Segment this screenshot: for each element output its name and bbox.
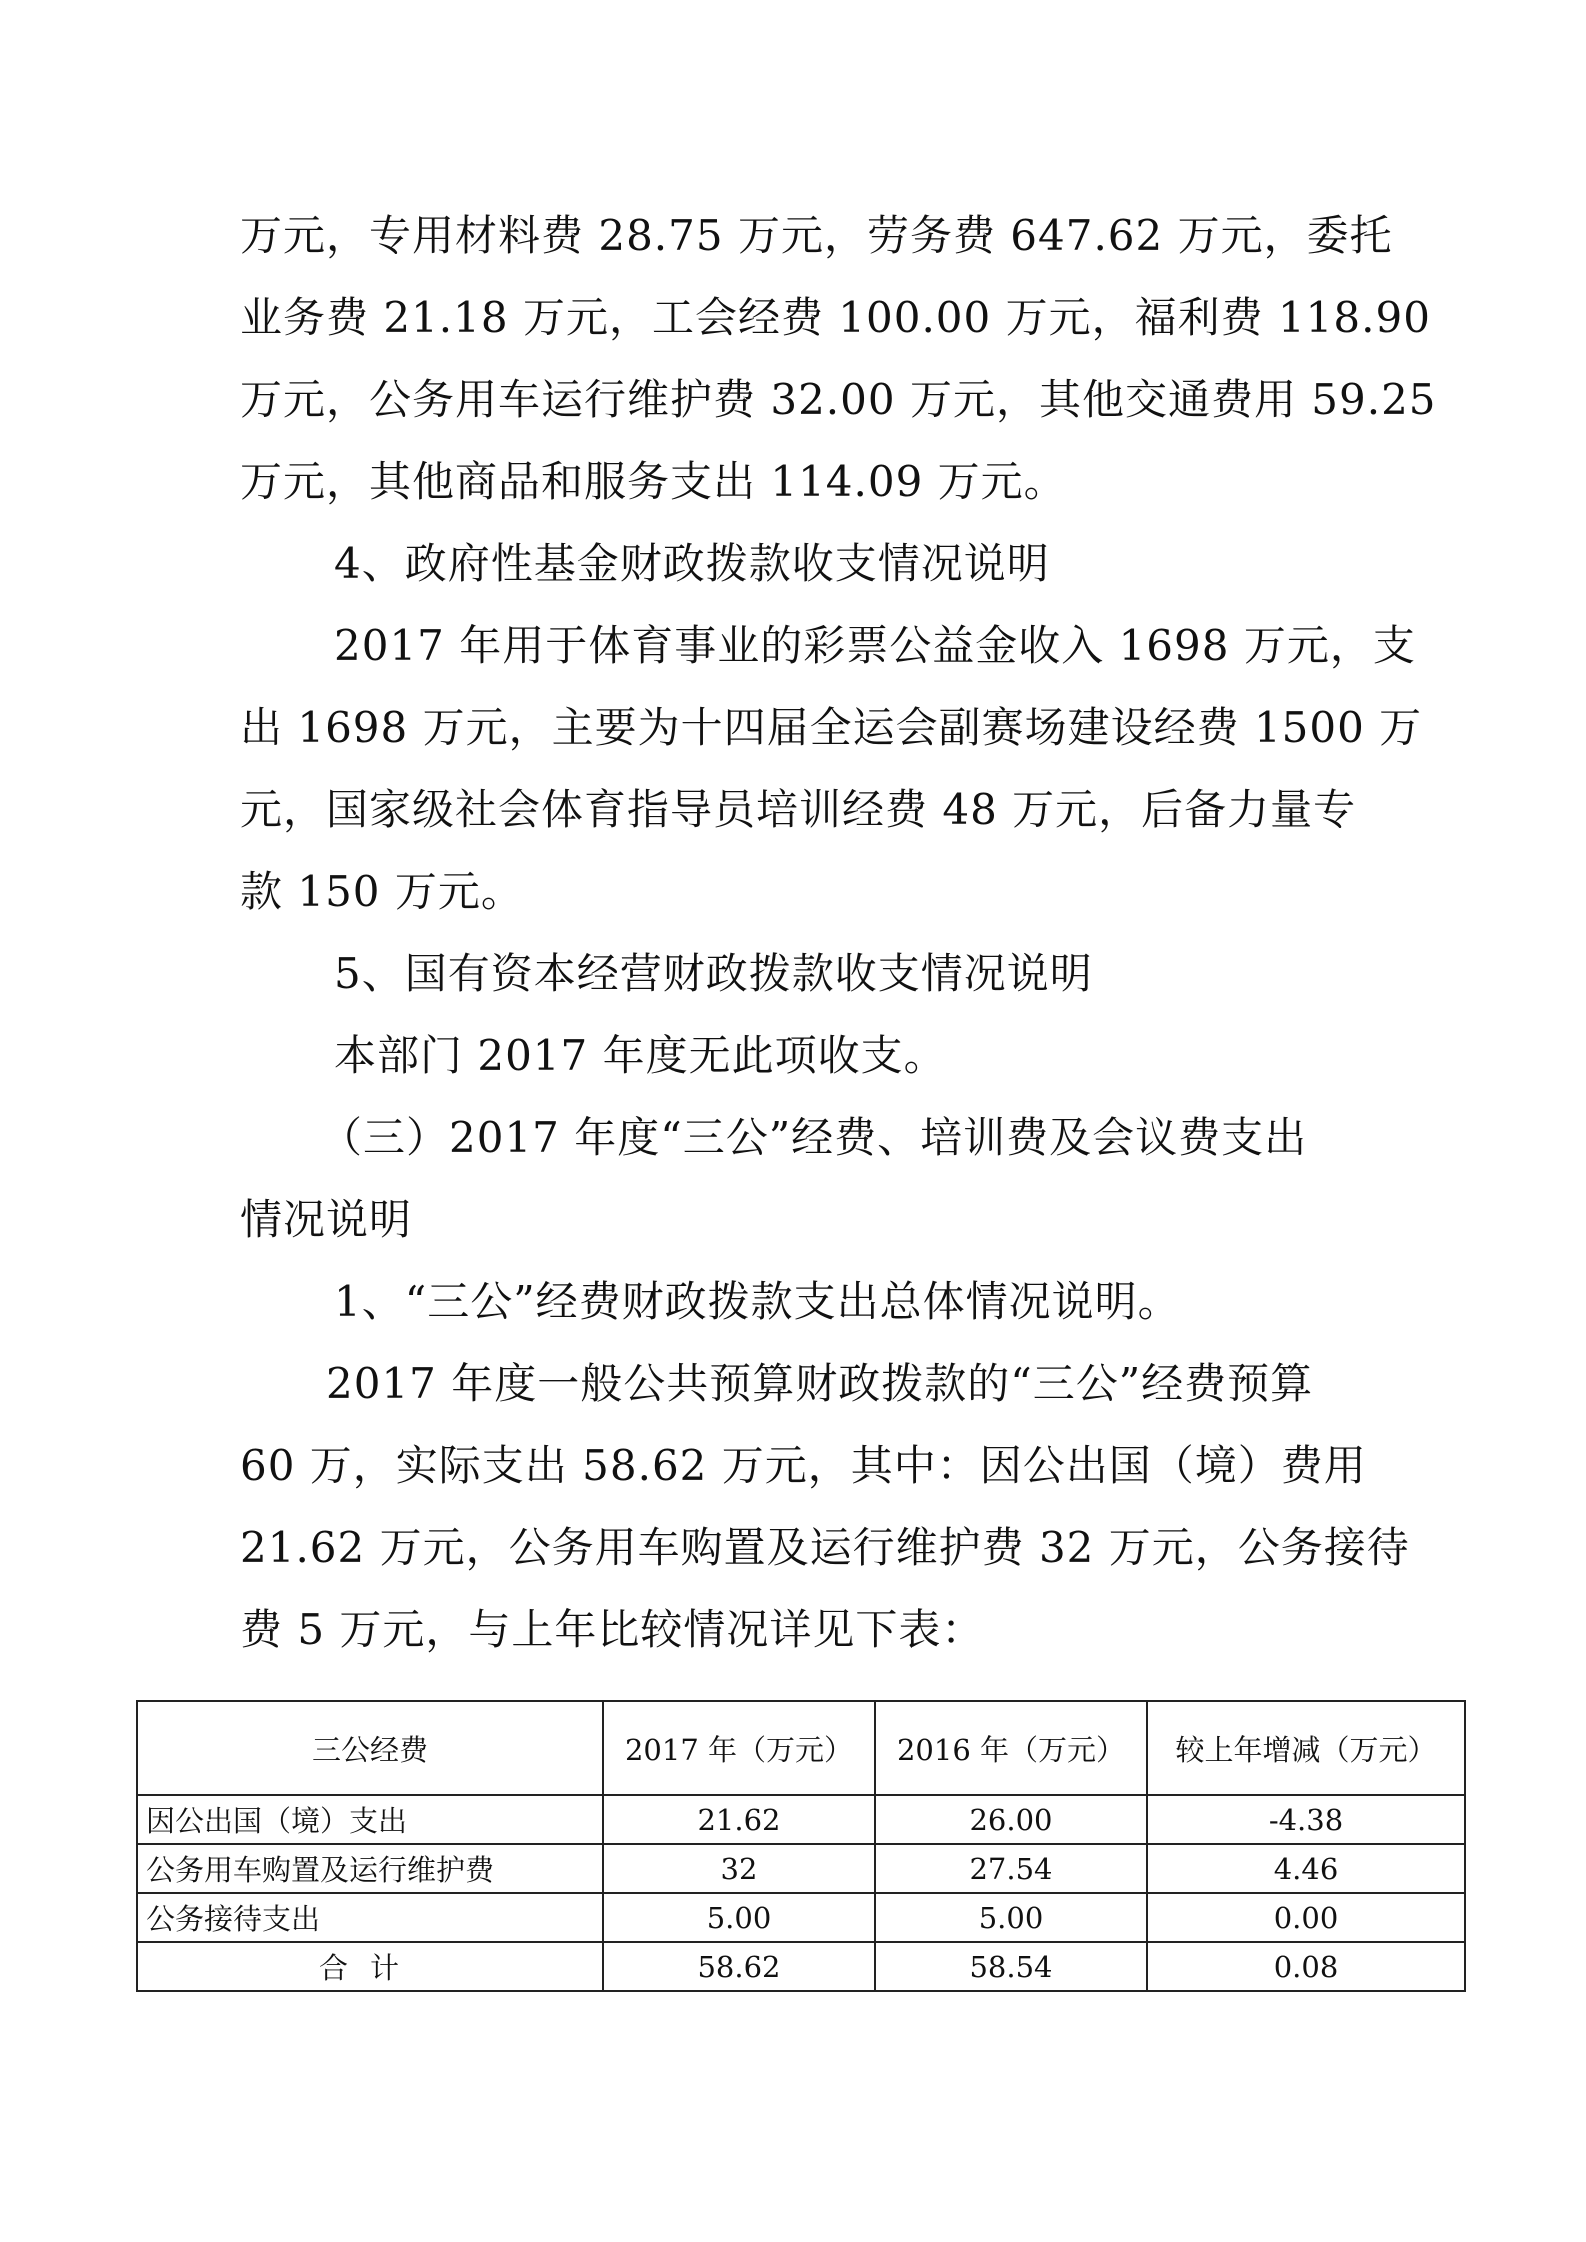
body-line: 万元，公务用车运行维护费 32.00 万元，其他交通费用 59.25 (240, 375, 1437, 424)
section-heading-5: 5、国有资本经营财政拨款收支情况说明 (334, 949, 1093, 998)
body-line: 万元，专用材料费 28.75 万元，劳务费 647.62 万元，委托 (240, 211, 1393, 260)
table-cell: 5.00 (603, 1893, 875, 1942)
body-line: 2017 年度一般公共预算财政拨款的“三公”经费预算 (326, 1359, 1314, 1408)
table-header-row (137, 1701, 1465, 1795)
section-heading-3-cont: 情况说明 (240, 1195, 413, 1244)
body-line: 业务费 21.18 万元，工会经费 100.00 万元，福利费 118.90 (240, 293, 1431, 342)
table-cell: 26.00 (875, 1795, 1147, 1844)
table-cell: 58.54 (875, 1942, 1147, 1991)
body-line: 费 5 万元，与上年比较情况详见下表： (240, 1605, 985, 1654)
body-line: 元，国家级社会体育指导员培训经费 48 万元，后备力量专 (240, 785, 1357, 834)
table-cell: 5.00 (875, 1893, 1147, 1942)
table-row (137, 1893, 1465, 1942)
body-line: 款 150 万元。 (240, 867, 524, 916)
body-line: 出 1698 万元，主要为十四届全运会副赛场建设经费 1500 万 (240, 703, 1423, 752)
header-cell: 2017 年（万元） (603, 1701, 875, 1795)
table-cell: 0.08 (1147, 1942, 1465, 1991)
header-cell: 2016 年（万元） (875, 1701, 1147, 1795)
table-row (137, 1795, 1465, 1844)
table-cell: 因公出国（境）支出 (137, 1795, 603, 1844)
table-cell: 32 (603, 1844, 875, 1893)
table-total-row (137, 1942, 1465, 1991)
table-cell: 58.62 (603, 1942, 875, 1991)
body-line: 2017 年用于体育事业的彩票公益金收入 1698 万元，支 (334, 621, 1416, 670)
subsection-heading-1: 1、“三公”经费财政拨款支出总体情况说明。 (334, 1277, 1181, 1326)
table-cell: 21.62 (603, 1795, 875, 1844)
table-cell: 公务用车购置及运行维护费 (137, 1844, 603, 1893)
table-cell: 4.46 (1147, 1844, 1465, 1893)
body-line: 万元，其他商品和服务支出 114.09 万元。 (240, 457, 1067, 506)
three-public-expenses-table (136, 1700, 1464, 1992)
section-heading-3: （三）2017 年度“三公”经费、培训费及会议费支出 (320, 1113, 1308, 1162)
table-cell: 公务接待支出 (137, 1893, 603, 1942)
table-cell: -4.38 (1147, 1795, 1465, 1844)
expense-comparison-table (136, 1700, 1466, 1992)
section-heading-4: 4、政府性基金财政拨款收支情况说明 (334, 539, 1050, 588)
header-cell: 三公经费 (137, 1701, 603, 1795)
body-line: 60 万，实际支出 58.62 万元，其中：因公出国（境）费用 (240, 1441, 1367, 1490)
table-cell-total-label: 合计 (137, 1942, 603, 1991)
body-line: 21.62 万元，公务用车购置及运行维护费 32 万元，公务接待 (240, 1523, 1410, 1572)
table-row (137, 1844, 1465, 1893)
body-line: 本部门 2017 年度无此项收支。 (334, 1031, 947, 1080)
table-cell: 27.54 (875, 1844, 1147, 1893)
table-cell: 0.00 (1147, 1893, 1465, 1942)
header-cell: 较上年增减（万元） (1147, 1701, 1465, 1795)
